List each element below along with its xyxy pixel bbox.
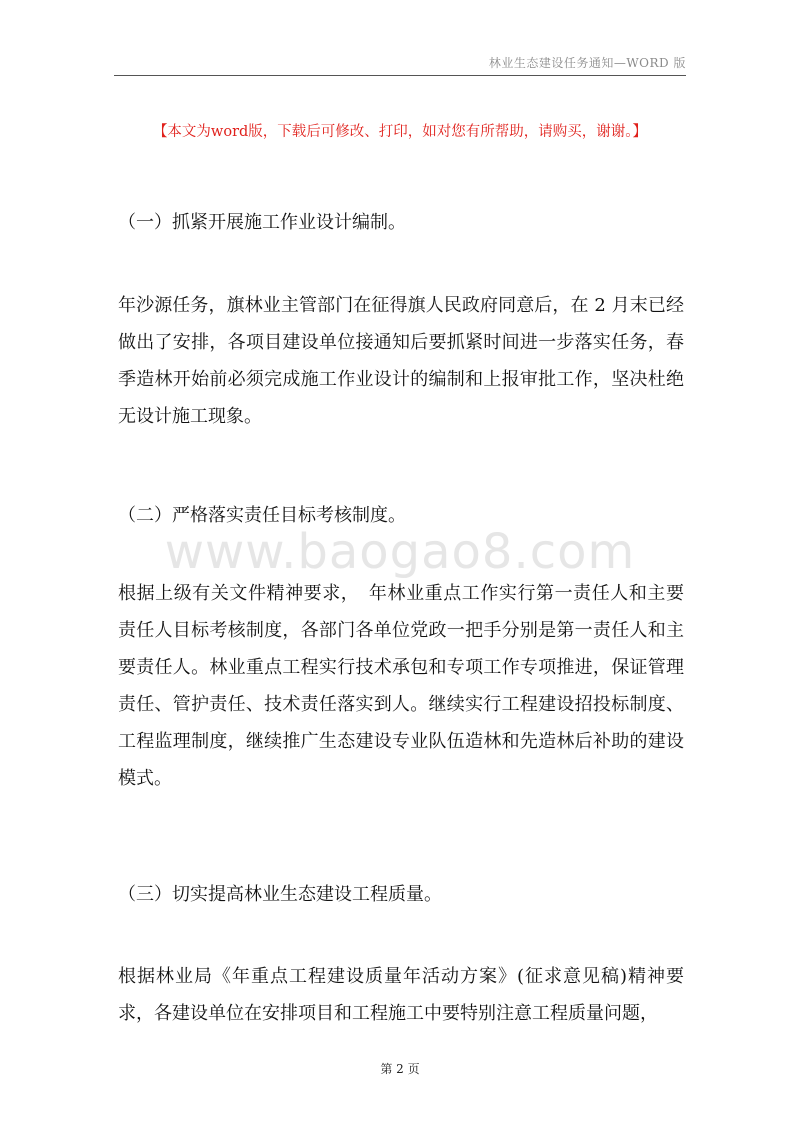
section-3-heading: （三）切实提高林业生态建设工程质量。 [118,884,442,905]
section-2-paragraph: 根据上级有关文件精神要求， 年林业重点工作实行第一责任人和主要责任人目标考核制度，各部门各单位党政一把手分别是第一责任人和主要责任人。林业重点工程实行技术承包和专项工作专项推进，保证管理责任、管护责任、技术责任落实到人。继续实行工程建设招投标制度、工程监理制度，继续推广生态建设专业队伍造林和先造林后补助的建设模式。 [118,583,684,789]
section-1-paragraph: 年沙源任务，旗林业主管部门在征得旗人民政府同意后，在 2 月末已经做出了安排，各项目建设单位接通知后要抓紧时间进一步落实任务，春季造林开始前必须完成施工作业设计的编制和上报审批工作，坚决杜绝无设计施工现象。 [118,295,684,427]
running-header: 林业生态建设任务通知—WORD 版 [488,56,686,70]
purchase-notice: 【本文为word版，下载后可修改、打印，如对您有所帮助，请购买，谢谢。】 [152,124,648,140]
section-3-paragraph: 根据林业局《年重点工程建设质量年活动方案》(征求意见稿)精神要求，各建设单位在安排项目和工程施工中要特别注意工程质量问题， [118,966,684,1024]
site-watermark: www.baogao8.com [164,524,636,580]
page-number: 第 2 页 [380,1062,420,1076]
section-2-heading: （二）严格落实责任目标考核制度。 [118,505,406,526]
section-1-heading: （一）抓紧开展施工作业设计编制。 [118,212,406,233]
header-divider [114,75,686,76]
